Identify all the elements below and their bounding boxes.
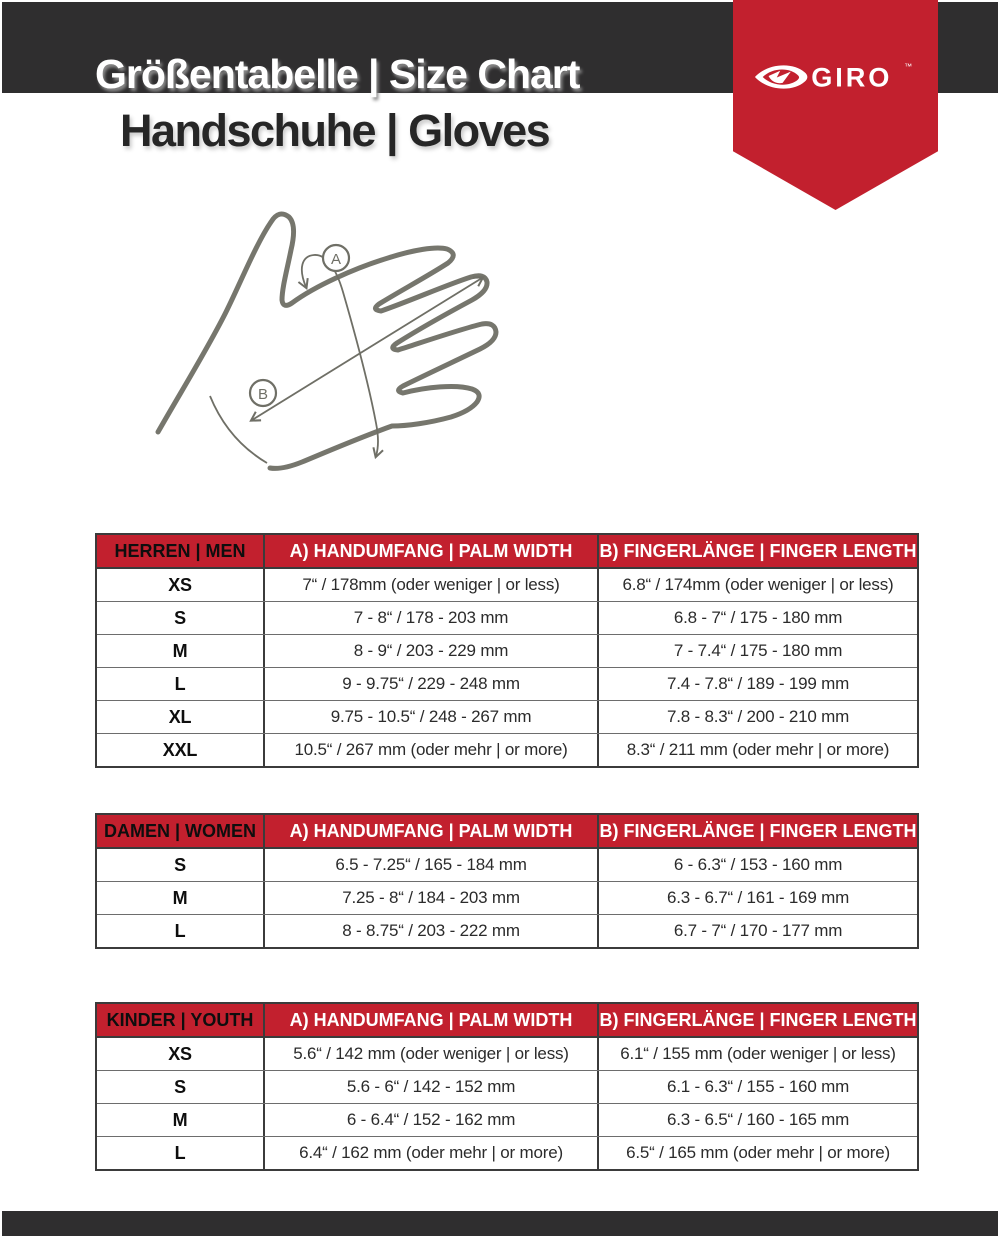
page-subtitle: Handschuhe | Gloves xyxy=(120,105,550,156)
trademark-symbol: ™ xyxy=(904,62,913,72)
palm-width-cell: 6.4“ / 162 mm (oder mehr | or more) xyxy=(263,1137,597,1169)
giro-wordmark: GIRO xyxy=(811,61,893,93)
measurement-a-label: A xyxy=(330,251,342,268)
table-row xyxy=(97,849,917,881)
table-row xyxy=(97,733,917,766)
finger-length-cell: 7.8 - 8.3“ / 200 - 210 mm xyxy=(597,701,917,733)
finger-length-cell: 7.4 - 7.8“ / 189 - 199 mm xyxy=(597,668,917,700)
table-header-row xyxy=(97,1004,917,1038)
column-header-palm-width: A) HANDUMFANG | PALM WIDTH xyxy=(263,535,597,567)
women-size-table xyxy=(95,813,919,949)
size-cell: L xyxy=(174,673,186,694)
size-cell: S xyxy=(174,1076,186,1097)
palm-width-cell: 9.75 - 10.5“ / 248 - 267 mm xyxy=(263,701,597,733)
size-cell: XS xyxy=(168,1043,192,1064)
footer-bar xyxy=(2,1211,998,1236)
measurement-b-label: B xyxy=(257,386,269,403)
finger-length-cell: 6 - 6.3“ / 153 - 160 mm xyxy=(597,849,917,881)
column-header-size: HERREN | MEN xyxy=(114,540,246,561)
column-header-size: DAMEN | WOMEN xyxy=(103,820,257,841)
glove-measurement-diagram xyxy=(130,190,550,500)
column-header-finger-length: B) FINGERLÄNGE | FINGER LENGTH xyxy=(597,535,917,567)
palm-width-cell: 5.6“ / 142 mm (oder weniger | or less) xyxy=(263,1038,597,1070)
table-row xyxy=(97,1038,917,1070)
palm-width-cell: 6.5 - 7.25“ / 165 - 184 mm xyxy=(263,849,597,881)
finger-length-cell: 6.8 - 7“ / 175 - 180 mm xyxy=(597,602,917,634)
table-header-row xyxy=(97,535,917,569)
table-row xyxy=(97,667,917,700)
table-row xyxy=(97,1136,917,1169)
column-header-finger-length: B) FINGERLÄNGE | FINGER LENGTH xyxy=(597,1004,917,1036)
palm-width-cell: 8 - 9“ / 203 - 229 mm xyxy=(263,635,597,667)
table-header-row xyxy=(97,815,917,849)
size-cell: S xyxy=(174,607,186,628)
finger-length-cell: 6.1“ / 155 mm (oder weniger | or less) xyxy=(597,1038,917,1070)
finger-length-cell: 6.3 - 6.5“ / 160 - 165 mm xyxy=(597,1104,917,1136)
table-row xyxy=(97,569,917,601)
column-header-palm-width: A) HANDUMFANG | PALM WIDTH xyxy=(263,1004,597,1036)
size-cell: L xyxy=(174,1142,186,1163)
palm-width-cell: 7“ / 178mm (oder weniger | or less) xyxy=(263,569,597,601)
size-cell: XS xyxy=(168,574,192,595)
table-row xyxy=(97,1103,917,1136)
palm-width-cell: 10.5“ / 267 mm (oder mehr | or more) xyxy=(263,734,597,766)
table-row xyxy=(97,881,917,914)
table-row xyxy=(97,914,917,947)
table-row xyxy=(97,700,917,733)
palm-width-cell: 7 - 8“ / 178 - 203 mm xyxy=(263,602,597,634)
size-cell: XXL xyxy=(162,739,198,760)
column-header-palm-width: A) HANDUMFANG | PALM WIDTH xyxy=(263,815,597,847)
finger-length-cell: 6.7 - 7“ / 170 - 177 mm xyxy=(597,915,917,947)
column-header-finger-length: B) FINGERLÄNGE | FINGER LENGTH xyxy=(597,815,917,847)
table-row xyxy=(97,601,917,634)
size-cell: M xyxy=(172,640,188,661)
size-cell: M xyxy=(172,887,188,908)
size-cell: L xyxy=(174,920,186,941)
finger-length-cell: 6.5“ / 165 mm (oder mehr | or more) xyxy=(597,1137,917,1169)
finger-length-cell: 7 - 7.4“ / 175 - 180 mm xyxy=(597,635,917,667)
giro-logo xyxy=(753,57,918,97)
finger-length-line xyxy=(252,278,482,420)
youth-size-table xyxy=(95,1002,919,1171)
palm-width-cell: 6 - 6.4“ / 152 - 162 mm xyxy=(263,1104,597,1136)
palm-width-cell: 9 - 9.75“ / 229 - 248 mm xyxy=(263,668,597,700)
table-row xyxy=(97,634,917,667)
size-cell: M xyxy=(172,1109,188,1130)
size-cell: XL xyxy=(168,706,192,727)
palm-width-cell: 8 - 8.75“ / 203 - 222 mm xyxy=(263,915,597,947)
finger-length-cell: 6.1 - 6.3“ / 155 - 160 mm xyxy=(597,1071,917,1103)
palm-width-cell: 5.6 - 6“ / 142 - 152 mm xyxy=(263,1071,597,1103)
finger-length-cell: 6.8“ / 174mm (oder weniger | or less) xyxy=(597,569,917,601)
table-row xyxy=(97,1070,917,1103)
palm-circumference-line xyxy=(302,255,378,456)
column-header-size: KINDER | YOUTH xyxy=(106,1009,254,1030)
giro-eye-icon xyxy=(755,65,807,88)
men-size-table xyxy=(95,533,919,768)
size-cell: S xyxy=(174,854,186,875)
brand-ribbon xyxy=(733,0,938,210)
page-title: Größentabelle | Size Chart xyxy=(95,51,580,97)
palm-width-cell: 7.25 - 8“ / 184 - 203 mm xyxy=(263,882,597,914)
finger-length-cell: 6.3 - 6.7“ / 161 - 169 mm xyxy=(597,882,917,914)
finger-length-cell: 8.3“ / 211 mm (oder mehr | or more) xyxy=(597,734,917,766)
